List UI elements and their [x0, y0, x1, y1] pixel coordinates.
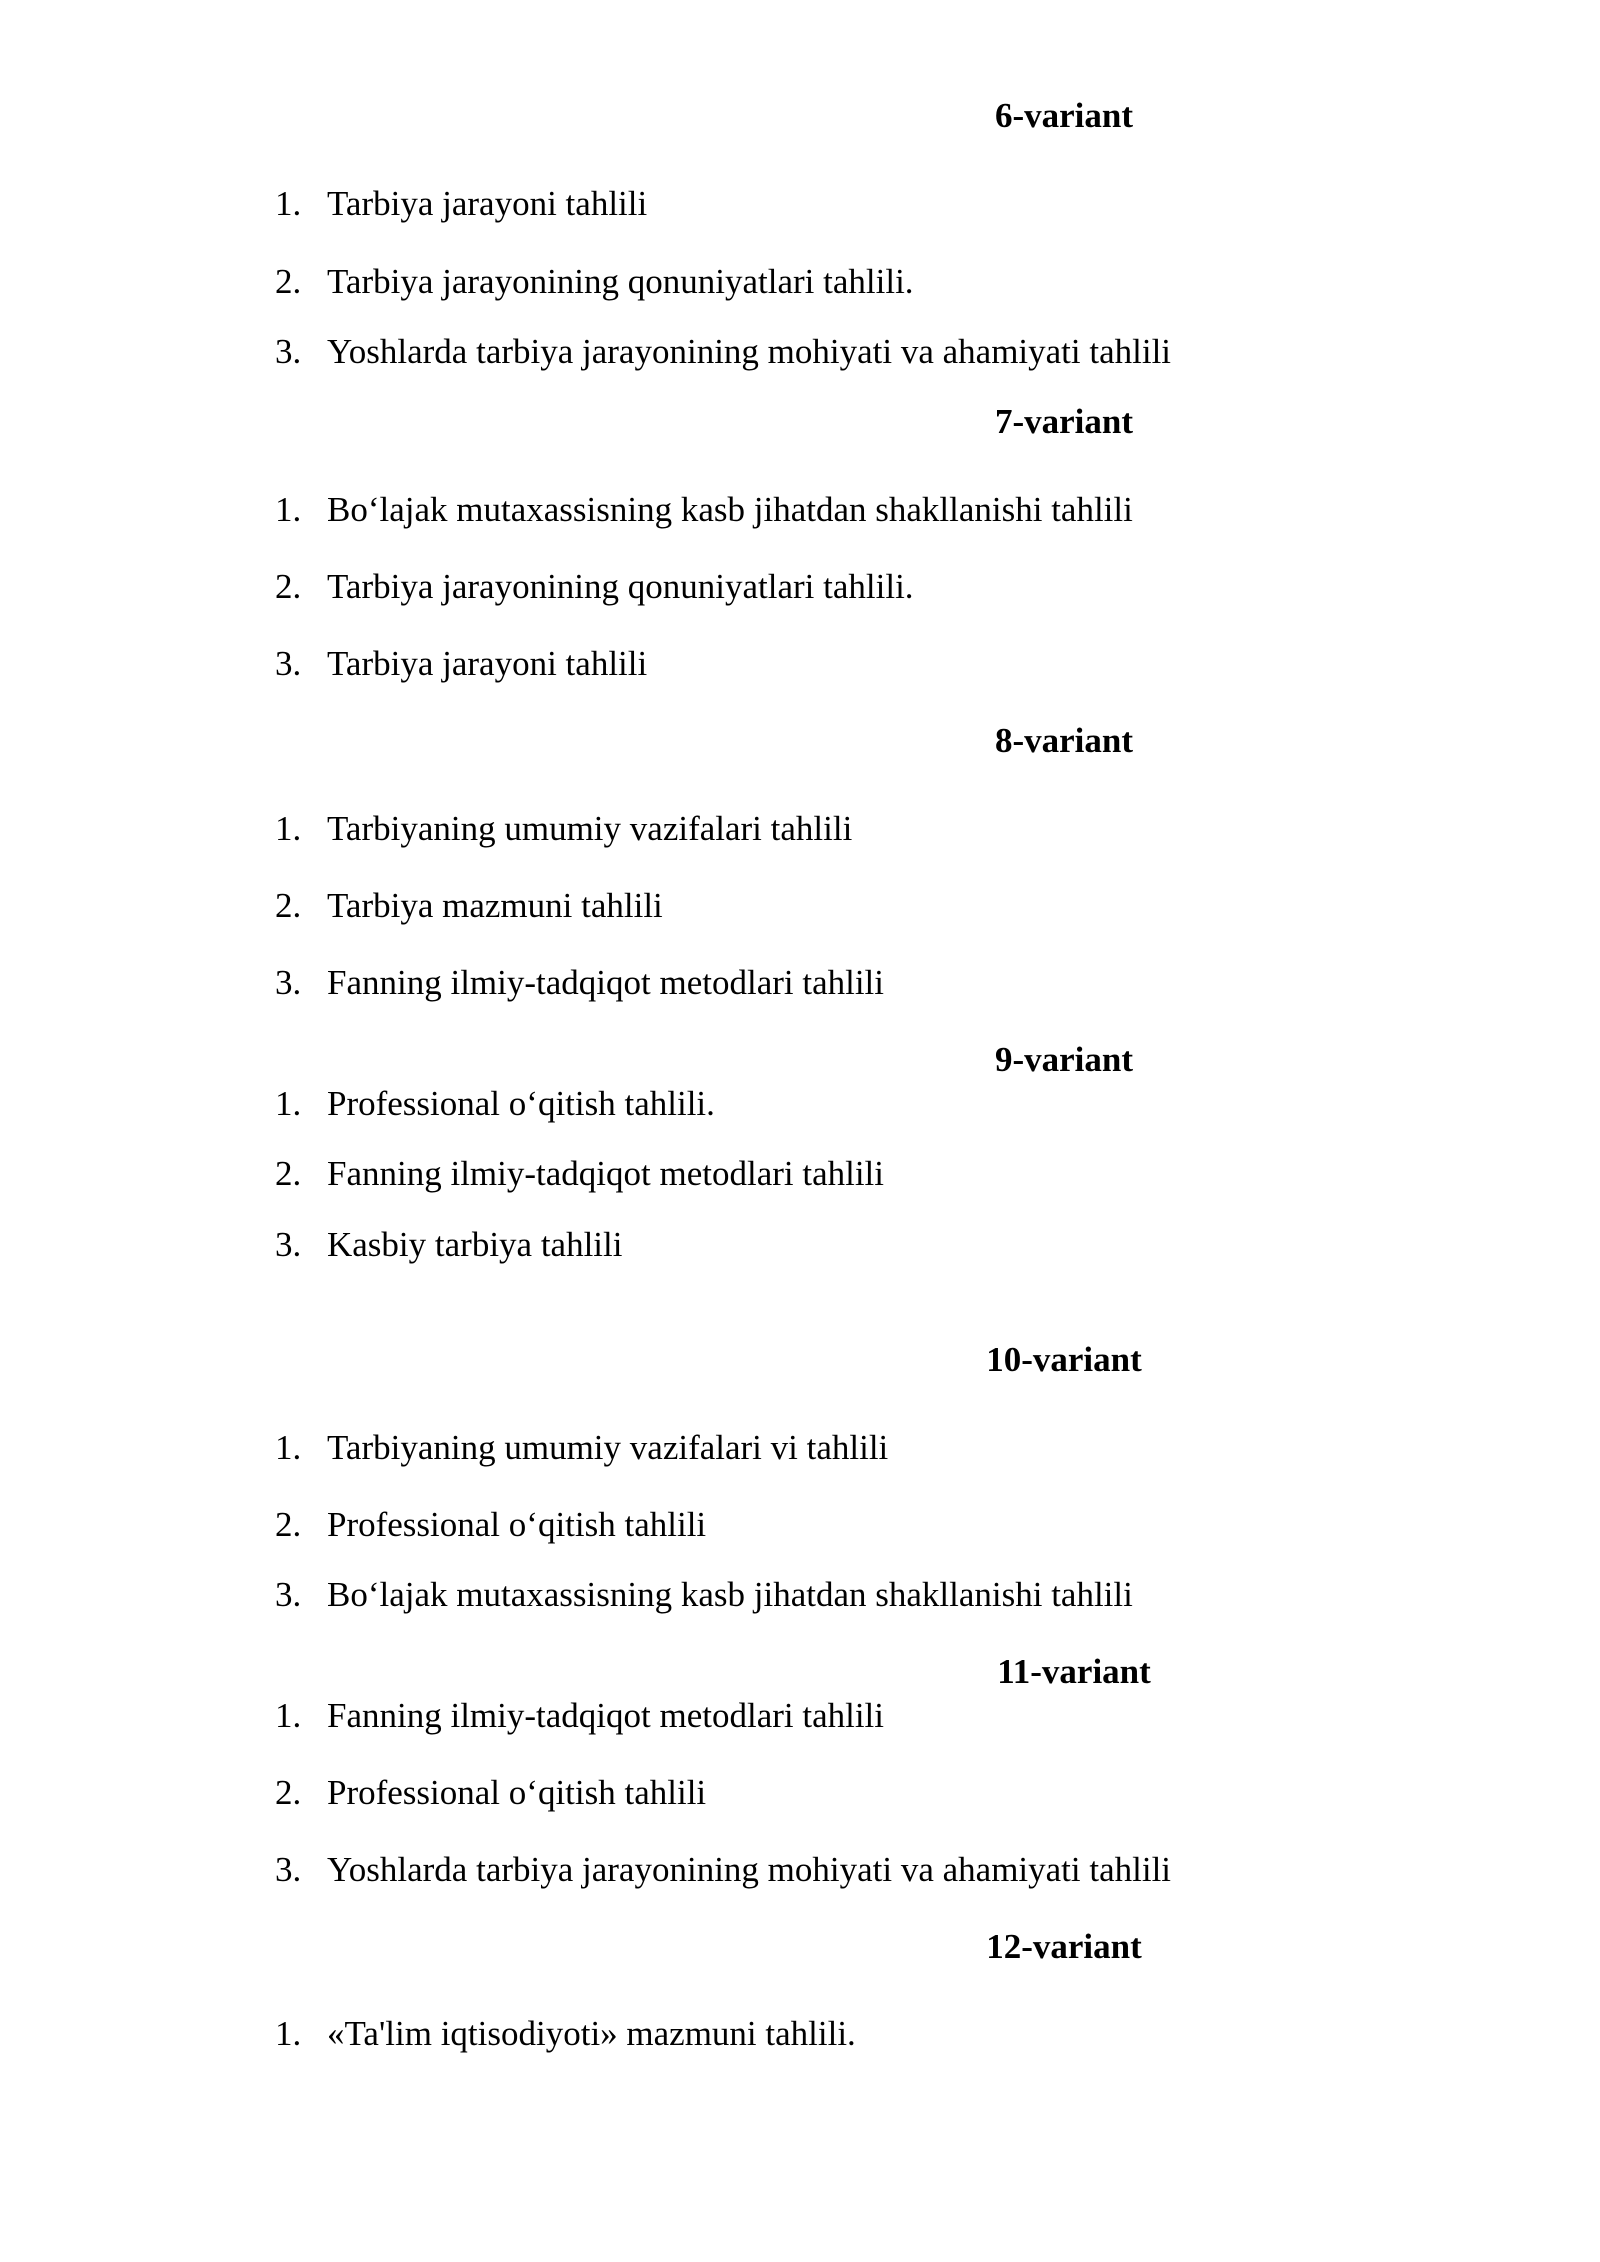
section-heading-9: 9-variant — [994, 1040, 1134, 1079]
section-heading-7: 7-variant — [994, 402, 1134, 441]
section-heading-10: 10-variant — [986, 1340, 1142, 1379]
section-heading-8: 8-variant — [994, 721, 1134, 760]
document-page: 6-variant 1. Tarbiya jarayoni tahlili 2. Tarbiya jarayonining qonuniyatlari tahlili. 3. Yoshlarda tarbiya jarayonining mohiyati va ahamiyati tahlili 7-variant 1. Bo‘lajak mutaxassisning kasb jihatdan shakllanishi tahlili 2. Tarbiya jarayonining qonuniyatlari tahlili. 3. Tarbiya jarayoni tahlili 8-variant 1. Tarbiyaning umumiy vazifalari tahlili 2. Tarbiya mazmuni tahlili 3. Fanning ilmiy-tadqiqot metodlari tahlili 9-variant 1. Professional o‘qitish tahlili. 2. Fanning ilmiy-tadqiqot metodlari tahlili 3. Kasbiy tarbiya tahlili 10-variant 1. Tarbiyaning umumiy vazifalari vi tahlili 2. Professional o‘qitish tahlili 3. Bo‘lajak mutaxassisning kasb jihatdan shakllanishi tahlili 11-variant 1. Fanning ilmiy-tadqiqot metodlari tahlili 2. Professional o‘qitish tahlili 3. Yoshlarda tarbiya jarayonining mohiyati va ahamiyati tahlili 12-variant 1. «Ta'lim iqtisodiyoti» mazmuni tahlili. — [0, 0, 1600, 2262]
section-heading-11: 11-variant — [997, 1652, 1151, 1691]
section-heading-12: 12-variant — [986, 1927, 1142, 1966]
section-heading-6: 6-variant — [994, 96, 1134, 135]
